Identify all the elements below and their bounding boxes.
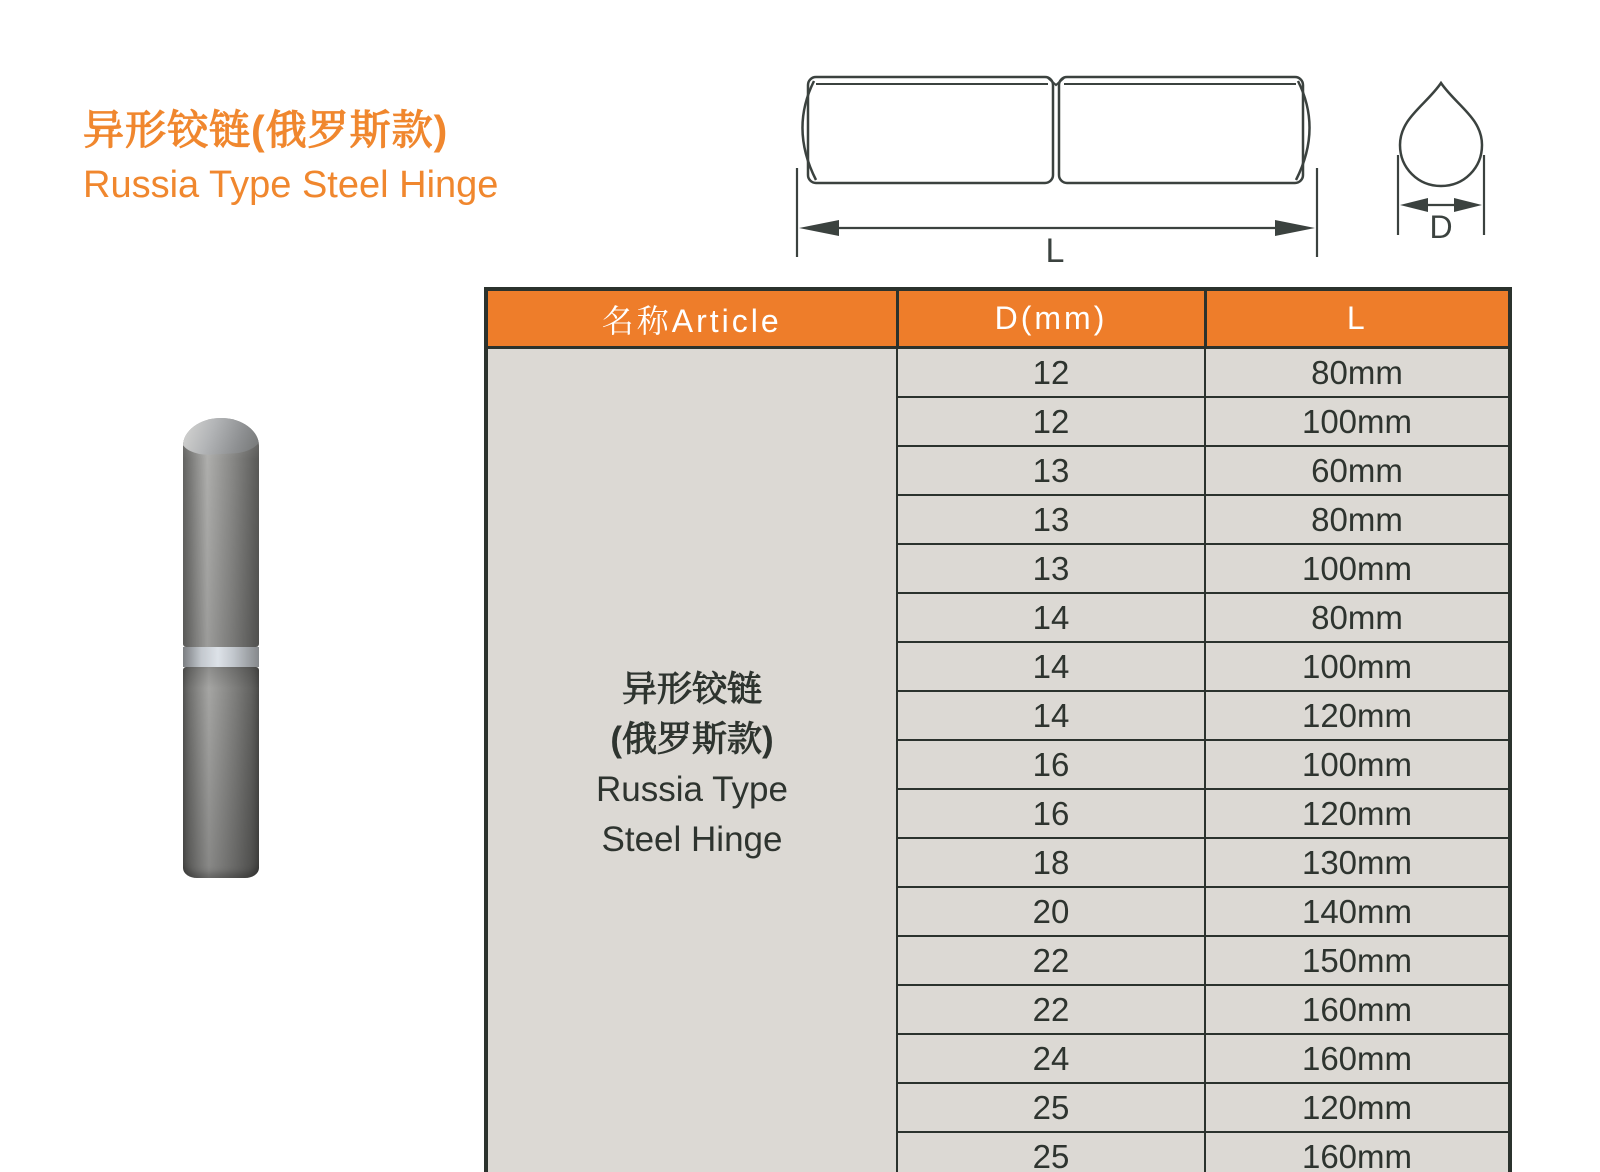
d-value-cell: 12	[897, 348, 1205, 398]
l-value-cell: 80mm	[1205, 495, 1510, 544]
d-value-cell: 20	[897, 887, 1205, 936]
d-value-cell: 18	[897, 838, 1205, 887]
center-notch	[1048, 78, 1064, 85]
product-title-en: Russia Type Steel Hinge	[83, 164, 499, 207]
l-value-cell: 60mm	[1205, 446, 1510, 495]
title-block	[83, 106, 498, 209]
hinge-body-left	[808, 77, 1053, 183]
teardrop-outline	[1400, 83, 1482, 186]
d-value-cell: 22	[897, 936, 1205, 985]
d-value-cell: 14	[897, 691, 1205, 740]
article-line: Steel Hinge	[601, 819, 783, 859]
d-value-cell: 22	[897, 985, 1205, 1034]
col-header-l: L	[1205, 289, 1510, 348]
l-value-cell: 100mm	[1205, 397, 1510, 446]
l-value-cell: 80mm	[1205, 348, 1510, 398]
pin-middle-ring	[183, 647, 259, 667]
article-line: Russia Type	[596, 769, 788, 809]
arrowhead-d-right	[1454, 198, 1482, 212]
d-value-cell: 12	[897, 397, 1205, 446]
d-value-cell: 25	[897, 1132, 1205, 1172]
l-value-cell: 140mm	[1205, 887, 1510, 936]
article-line: (俄罗斯款)	[610, 719, 774, 759]
l-value-cell: 120mm	[1205, 691, 1510, 740]
arrowhead-left	[799, 220, 839, 236]
spec-table	[484, 287, 1512, 1172]
d-value-cell: 16	[897, 789, 1205, 838]
pin-lower-barrel	[183, 667, 259, 878]
d-value-cell: 25	[897, 1083, 1205, 1132]
l-value-cell: 160mm	[1205, 1034, 1510, 1083]
article-cell	[486, 348, 897, 1172]
arrowhead-right	[1275, 220, 1315, 236]
l-value-cell: 100mm	[1205, 544, 1510, 593]
hinge-side-view	[802, 77, 1309, 183]
cross-section-view	[1400, 83, 1482, 186]
diameter-dimension	[1398, 155, 1484, 245]
length-dimension-label: L	[1045, 232, 1065, 270]
l-value-cell: 160mm	[1205, 985, 1510, 1034]
d-value-cell: 13	[897, 495, 1205, 544]
l-value-cell: 100mm	[1205, 642, 1510, 691]
d-value-cell: 14	[897, 593, 1205, 642]
table-header-row	[486, 289, 1510, 348]
col-header-d: D(mm)	[897, 289, 1205, 348]
d-value-cell: 13	[897, 544, 1205, 593]
product-title-zh: 异形铰链(俄罗斯款)	[83, 107, 449, 153]
product-photo	[183, 418, 259, 878]
spec-table-body	[486, 348, 1510, 1172]
d-value-cell: 16	[897, 740, 1205, 789]
d-value-cell: 24	[897, 1034, 1205, 1083]
spec-row	[486, 348, 1510, 398]
hinge-body-right	[1059, 77, 1303, 183]
pin-upper-barrel	[183, 418, 259, 647]
article-line: 异形铰链	[621, 669, 762, 709]
l-value-cell: 120mm	[1205, 1083, 1510, 1132]
col-header-article: 名称Article	[486, 289, 897, 348]
l-value-cell: 130mm	[1205, 838, 1510, 887]
diameter-dimension-label: D	[1429, 209, 1453, 245]
arrowhead-d-left	[1400, 198, 1428, 212]
l-value-cell: 150mm	[1205, 936, 1510, 985]
l-value-cell: 100mm	[1205, 740, 1510, 789]
technical-drawing	[750, 50, 1530, 280]
d-value-cell: 14	[897, 642, 1205, 691]
l-value-cell: 160mm	[1205, 1132, 1510, 1172]
d-value-cell: 13	[897, 446, 1205, 495]
l-value-cell: 120mm	[1205, 789, 1510, 838]
l-value-cell: 80mm	[1205, 593, 1510, 642]
